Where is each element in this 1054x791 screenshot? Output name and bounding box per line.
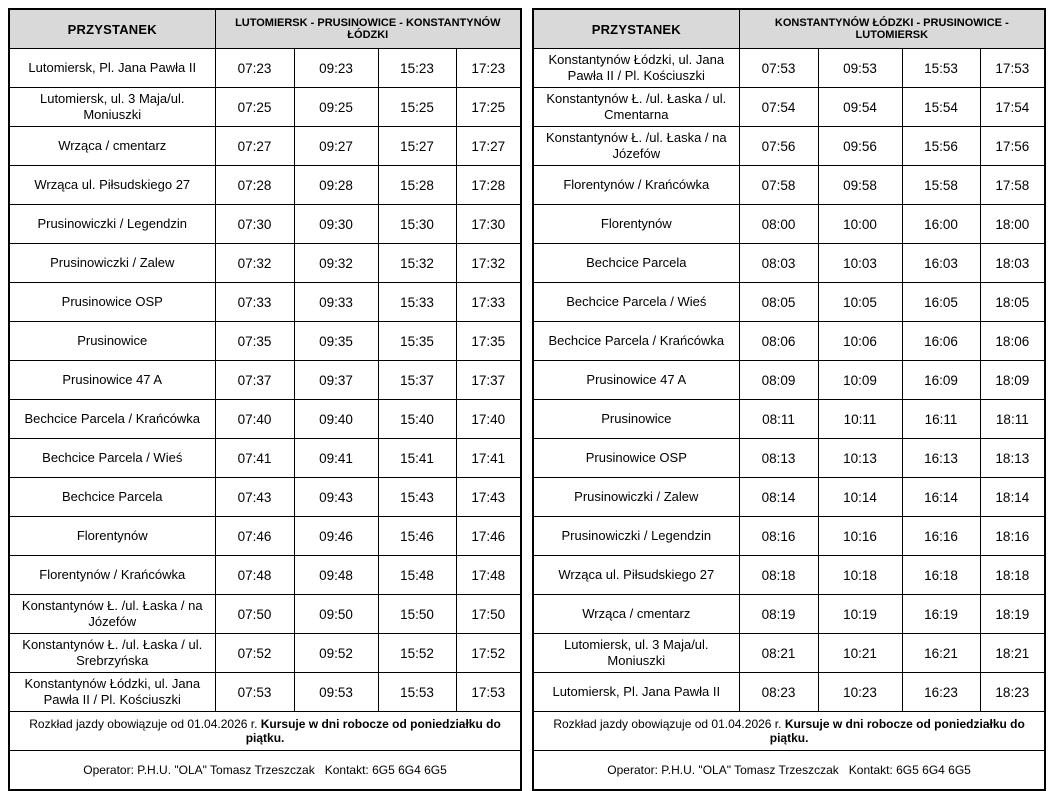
departure-time: 08:23	[739, 673, 818, 712]
stop-name: Bechcice Parcela	[533, 244, 739, 283]
departure-time: 18:03	[980, 244, 1045, 283]
departure-time: 18:14	[980, 478, 1045, 517]
departure-time: 09:32	[294, 244, 378, 283]
departure-time: 09:56	[818, 127, 902, 166]
departure-time: 15:56	[902, 127, 980, 166]
stop-name: Florentynów / Krańcówka	[9, 556, 215, 595]
departure-time: 07:50	[215, 595, 294, 634]
departure-time: 17:46	[456, 517, 521, 556]
departure-time: 08:05	[739, 283, 818, 322]
departure-time: 16:05	[902, 283, 980, 322]
departure-time: 09:33	[294, 283, 378, 322]
validity-note	[9, 712, 521, 751]
departure-time: 17:48	[456, 556, 521, 595]
departure-time: 08:19	[739, 595, 818, 634]
departure-time: 10:14	[818, 478, 902, 517]
stop-name: Bechcice Parcela / Wieś	[533, 283, 739, 322]
validity-note-text: Rozkład jazdy obowiązuje od 01.04.2026 r.	[29, 717, 261, 731]
timetable-rows	[9, 49, 521, 712]
stop-name: Prusinowiczki / Legendzin	[533, 517, 739, 556]
departure-time: 09:40	[294, 400, 378, 439]
departure-time: 18:05	[980, 283, 1045, 322]
departure-time: 07:48	[215, 556, 294, 595]
departure-time: 16:06	[902, 322, 980, 361]
departure-time: 07:28	[215, 166, 294, 205]
stop-name: Bechcice Parcela	[9, 478, 215, 517]
stop-name: Prusinowiczki / Legendzin	[9, 205, 215, 244]
departure-time: 10:05	[818, 283, 902, 322]
table-row	[533, 478, 1045, 517]
departure-time: 07:23	[215, 49, 294, 88]
departure-time: 08:14	[739, 478, 818, 517]
departure-time: 07:35	[215, 322, 294, 361]
stop-name: Prusinowice 47 A	[533, 361, 739, 400]
stop-name: Prusinowice OSP	[533, 439, 739, 478]
table-row	[533, 556, 1045, 595]
stop-name: Florentynów	[533, 205, 739, 244]
departure-time: 07:32	[215, 244, 294, 283]
departure-time: 17:35	[456, 322, 521, 361]
departure-time: 16:09	[902, 361, 980, 400]
table-row	[9, 127, 521, 166]
departure-time: 15:48	[378, 556, 456, 595]
departure-time: 10:23	[818, 673, 902, 712]
departure-time: 10:13	[818, 439, 902, 478]
table-row	[9, 439, 521, 478]
departure-time: 07:30	[215, 205, 294, 244]
departure-time: 07:25	[215, 88, 294, 127]
departure-time: 18:16	[980, 517, 1045, 556]
departure-time: 15:28	[378, 166, 456, 205]
departure-time: 10:11	[818, 400, 902, 439]
table-row	[9, 673, 521, 712]
stop-name: Lutomiersk, ul. 3 Maja/ul. Moniuszki	[533, 634, 739, 673]
departure-time: 15:25	[378, 88, 456, 127]
departure-time: 16:03	[902, 244, 980, 283]
departure-time: 08:00	[739, 205, 818, 244]
departure-time: 09:53	[294, 673, 378, 712]
table-row	[9, 166, 521, 205]
departure-time: 15:41	[378, 439, 456, 478]
stop-name: Lutomiersk, Pl. Jana Pawła II	[9, 49, 215, 88]
departure-time: 09:23	[294, 49, 378, 88]
departure-time: 17:27	[456, 127, 521, 166]
validity-note-bold: Kursuje w dni robocze od poniedziałku do piątku.	[769, 717, 1025, 745]
departure-time: 07:33	[215, 283, 294, 322]
table-row	[533, 88, 1045, 127]
table-row	[533, 595, 1045, 634]
departure-time: 18:21	[980, 634, 1045, 673]
departure-time: 10:19	[818, 595, 902, 634]
departure-time: 16:11	[902, 400, 980, 439]
departure-time: 17:37	[456, 361, 521, 400]
departure-time: 07:43	[215, 478, 294, 517]
table-row	[533, 166, 1045, 205]
departure-time: 17:40	[456, 400, 521, 439]
stop-name: Wrząca ul. Piłsudskiego 27	[533, 556, 739, 595]
departure-time: 17:33	[456, 283, 521, 322]
departure-time: 17:56	[980, 127, 1045, 166]
departure-time: 17:41	[456, 439, 521, 478]
table-row	[9, 49, 521, 88]
departure-time: 08:21	[739, 634, 818, 673]
stop-column-header: PRZYSTANEK	[533, 9, 739, 49]
departure-time: 07:52	[215, 634, 294, 673]
departure-time: 08:16	[739, 517, 818, 556]
departure-time: 16:18	[902, 556, 980, 595]
departure-time: 10:03	[818, 244, 902, 283]
departure-time: 17:53	[456, 673, 521, 712]
departure-time: 07:54	[739, 88, 818, 127]
departure-time: 15:46	[378, 517, 456, 556]
table-row	[9, 517, 521, 556]
header-row	[533, 9, 1045, 49]
departure-time: 10:16	[818, 517, 902, 556]
departure-time: 10:00	[818, 205, 902, 244]
departure-time: 07:46	[215, 517, 294, 556]
stop-name: Lutomiersk, ul. 3 Maja/ul. Moniuszki	[9, 88, 215, 127]
departure-time: 16:19	[902, 595, 980, 634]
departure-time: 16:23	[902, 673, 980, 712]
departure-time: 09:37	[294, 361, 378, 400]
departure-time: 07:37	[215, 361, 294, 400]
stop-name: Bechcice Parcela / Krańcówka	[9, 400, 215, 439]
departure-time: 07:56	[739, 127, 818, 166]
table-row	[9, 283, 521, 322]
departure-time: 08:13	[739, 439, 818, 478]
departure-time: 15:58	[902, 166, 980, 205]
departure-time: 09:43	[294, 478, 378, 517]
departure-time: 16:21	[902, 634, 980, 673]
table-row	[533, 127, 1045, 166]
departure-time: 08:09	[739, 361, 818, 400]
stop-name: Prusinowiczki / Zalew	[9, 244, 215, 283]
operator-row	[9, 751, 521, 791]
stop-name: Konstantynów Ł. /ul. Łaska / na Józefów	[9, 595, 215, 634]
table-row	[9, 595, 521, 634]
departure-time: 09:25	[294, 88, 378, 127]
departure-time: 15:40	[378, 400, 456, 439]
departure-time: 09:52	[294, 634, 378, 673]
table-row	[533, 517, 1045, 556]
departure-time: 18:18	[980, 556, 1045, 595]
header-row	[9, 9, 521, 49]
validity-row	[533, 712, 1045, 751]
departure-time: 07:41	[215, 439, 294, 478]
stop-name: Konstantynów Ł. /ul. Łaska / na Józefów	[533, 127, 739, 166]
departure-time: 18:11	[980, 400, 1045, 439]
departure-time: 08:18	[739, 556, 818, 595]
departure-time: 09:48	[294, 556, 378, 595]
stop-name: Konstantynów Ł. /ul. Łaska / ul. Cmentarna	[533, 88, 739, 127]
departure-time: 09:50	[294, 595, 378, 634]
departure-time: 09:30	[294, 205, 378, 244]
timetable-outbound	[8, 8, 522, 791]
departure-time: 08:03	[739, 244, 818, 283]
departure-time: 18:09	[980, 361, 1045, 400]
departure-time: 17:52	[456, 634, 521, 673]
departure-time: 17:30	[456, 205, 521, 244]
stop-name: Prusinowiczki / Zalew	[533, 478, 739, 517]
departure-time: 07:27	[215, 127, 294, 166]
stop-name: Florentynów	[9, 517, 215, 556]
table-row	[9, 205, 521, 244]
departure-time: 17:25	[456, 88, 521, 127]
table-row	[533, 400, 1045, 439]
departure-time: 10:06	[818, 322, 902, 361]
operator-row	[533, 751, 1045, 791]
departure-time: 17:50	[456, 595, 521, 634]
table-row	[9, 361, 521, 400]
departure-time: 15:32	[378, 244, 456, 283]
departure-time: 18:23	[980, 673, 1045, 712]
validity-row	[9, 712, 521, 751]
departure-time: 15:52	[378, 634, 456, 673]
departure-time: 15:33	[378, 283, 456, 322]
departure-time: 17:58	[980, 166, 1045, 205]
table-row	[9, 244, 521, 283]
departure-time: 15:37	[378, 361, 456, 400]
table-row	[533, 244, 1045, 283]
departure-time: 17:23	[456, 49, 521, 88]
stop-column-header: PRZYSTANEK	[9, 9, 215, 49]
departure-time: 09:35	[294, 322, 378, 361]
departure-time: 07:40	[215, 400, 294, 439]
departure-time: 08:06	[739, 322, 818, 361]
table-row	[9, 88, 521, 127]
table-row	[9, 556, 521, 595]
departure-time: 16:00	[902, 205, 980, 244]
stop-name: Wrząca / cmentarz	[9, 127, 215, 166]
departure-time: 09:46	[294, 517, 378, 556]
stop-name: Wrząca ul. Piłsudskiego 27	[9, 166, 215, 205]
departure-time: 09:28	[294, 166, 378, 205]
stop-name: Bechcice Parcela / Krańcówka	[533, 322, 739, 361]
departure-time: 09:53	[818, 49, 902, 88]
stop-name: Bechcice Parcela / Wieś	[9, 439, 215, 478]
departure-time: 07:53	[215, 673, 294, 712]
table-row	[9, 400, 521, 439]
departure-time: 18:13	[980, 439, 1045, 478]
table-row	[9, 478, 521, 517]
departure-time: 15:54	[902, 88, 980, 127]
direction-header: KONSTANTYNÓW ŁÓDZKI - PRUSINOWICE - LUTOMIERSK	[739, 9, 1045, 49]
table-row	[533, 634, 1045, 673]
departure-time: 15:53	[902, 49, 980, 88]
stop-name: Florentynów / Krańcówka	[533, 166, 739, 205]
table-row	[533, 283, 1045, 322]
departure-time: 17:43	[456, 478, 521, 517]
departure-time: 17:54	[980, 88, 1045, 127]
departure-time: 15:35	[378, 322, 456, 361]
stop-name: Konstantynów Łódzki, ul. Jana Pawła II / Pl. Kościuszki	[9, 673, 215, 712]
validity-note	[533, 712, 1045, 751]
stop-name: Konstantynów Łódzki, ul. Jana Pawła II / Pl. Kościuszki	[533, 49, 739, 88]
stop-name: Lutomiersk, Pl. Jana Pawła II	[533, 673, 739, 712]
departure-time: 10:18	[818, 556, 902, 595]
table-row	[9, 634, 521, 673]
departure-time: 18:00	[980, 205, 1045, 244]
operator-info: Operator: P.H.U. "OLA" Tomasz Trzeszczak Kontakt: 6G5 6G4 6G5	[533, 751, 1045, 791]
departure-time: 07:53	[739, 49, 818, 88]
departure-time: 16:16	[902, 517, 980, 556]
table-row	[533, 322, 1045, 361]
direction-header: LUTOMIERSK - PRUSINOWICE - KONSTANTYNÓW ŁÓDZKI	[215, 9, 521, 49]
departure-time: 07:58	[739, 166, 818, 205]
validity-note-bold: Kursuje w dni robocze od poniedziałku do piątku.	[245, 717, 501, 745]
departure-time: 15:53	[378, 673, 456, 712]
departure-time: 17:32	[456, 244, 521, 283]
stop-name: Prusinowice 47 A	[9, 361, 215, 400]
departure-time: 16:13	[902, 439, 980, 478]
departure-time: 18:06	[980, 322, 1045, 361]
table-row	[533, 673, 1045, 712]
departure-time: 10:09	[818, 361, 902, 400]
stop-name: Konstantynów Ł. /ul. Łaska / ul. Srebrzyńska	[9, 634, 215, 673]
departure-time: 15:43	[378, 478, 456, 517]
table-row	[533, 439, 1045, 478]
departure-time: 18:19	[980, 595, 1045, 634]
departure-time: 09:41	[294, 439, 378, 478]
stop-name: Prusinowice OSP	[9, 283, 215, 322]
departure-time: 08:11	[739, 400, 818, 439]
departure-time: 17:28	[456, 166, 521, 205]
operator-info: Operator: P.H.U. "OLA" Tomasz Trzeszczak Kontakt: 6G5 6G4 6G5	[9, 751, 521, 791]
departure-time: 09:54	[818, 88, 902, 127]
validity-note-text: Rozkład jazdy obowiązuje od 01.04.2026 r.	[553, 717, 785, 731]
departure-time: 15:50	[378, 595, 456, 634]
departure-time: 17:53	[980, 49, 1045, 88]
departure-time: 09:27	[294, 127, 378, 166]
table-row	[9, 322, 521, 361]
table-row	[533, 205, 1045, 244]
departure-time: 15:23	[378, 49, 456, 88]
stop-name: Prusinowice	[533, 400, 739, 439]
stop-name: Wrząca / cmentarz	[533, 595, 739, 634]
table-row	[533, 361, 1045, 400]
departure-time: 10:21	[818, 634, 902, 673]
timetable-return	[532, 8, 1046, 791]
timetable-rows	[533, 49, 1045, 712]
departure-time: 16:14	[902, 478, 980, 517]
stop-name: Prusinowice	[9, 322, 215, 361]
departure-time: 09:58	[818, 166, 902, 205]
departure-time: 15:30	[378, 205, 456, 244]
table-row	[533, 49, 1045, 88]
departure-time: 15:27	[378, 127, 456, 166]
